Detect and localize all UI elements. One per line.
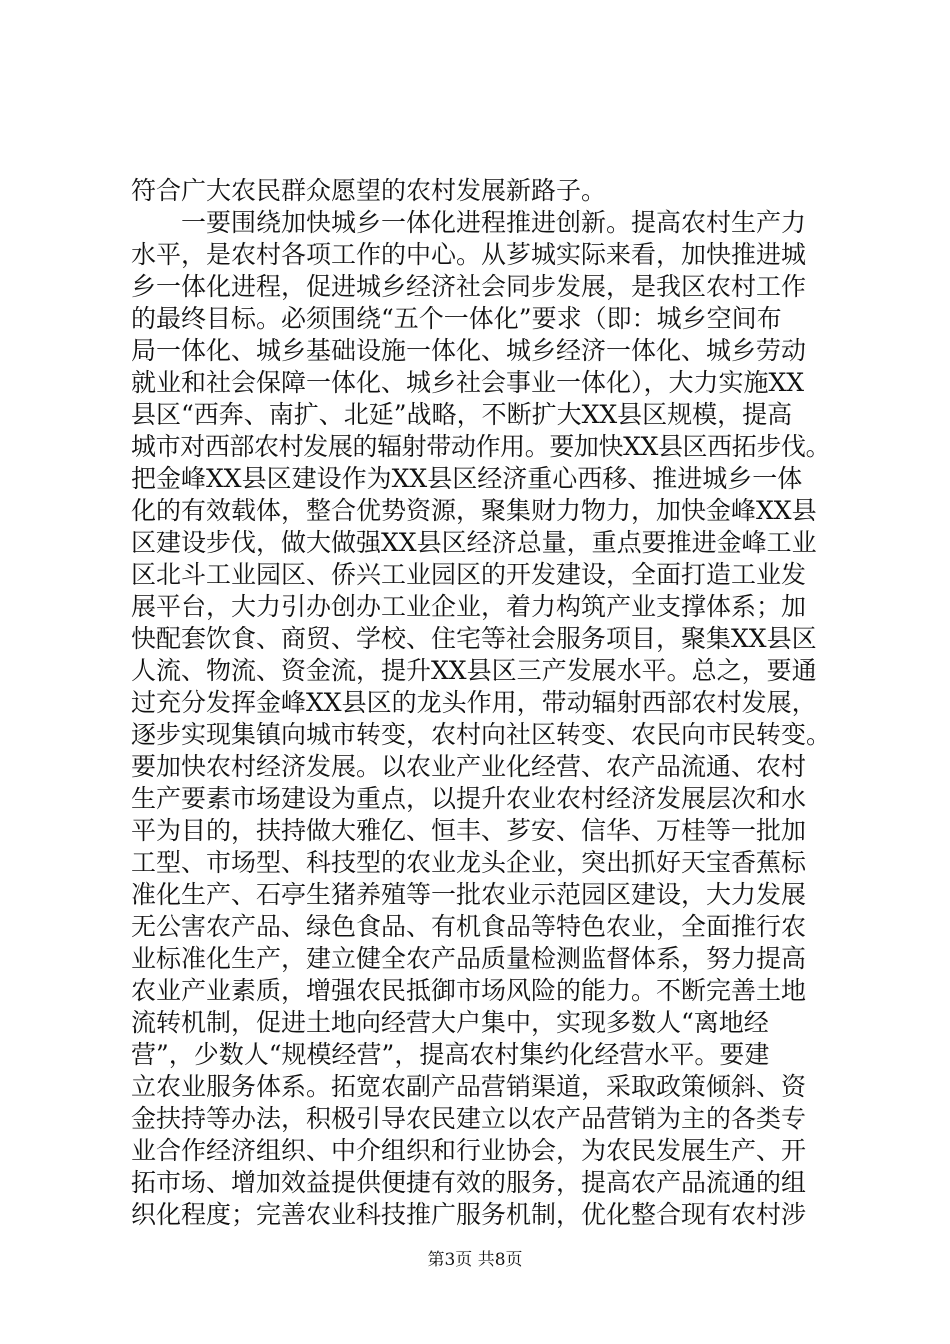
- text-line: 区建设步伐，做大做强XX县区经济总量，重点要推进金峰工业: [131, 528, 817, 557]
- page-footer: 第3页 共8页: [427, 1250, 523, 1270]
- text-line: 农业产业素质，增强农民抵御市场风险的能力。不断完善土地: [131, 976, 807, 1005]
- text-line: 织化程度；完善农业科技推广服务机制，优化整合现有农村涉: [131, 1200, 807, 1229]
- text-line: 城市对西部农村发展的辐射带动作用。要加快XX县区西拓步伐。: [131, 432, 831, 461]
- text-line: 流转机制，促进土地向经营大户集中，实现多数人“离地经: [131, 1008, 769, 1037]
- text-line: 人流、物流、资金流，提升XX县区三产发展水平。总之，要通: [131, 656, 817, 685]
- body-text: [131, 175, 831, 1231]
- text-line: 快配套饮食、商贸、学校、住宅等社会服务项目，聚集XX县区: [131, 624, 817, 653]
- text-line: 准化生产、石亭生猪养殖等一批农业示范园区建设，大力发展: [131, 880, 807, 909]
- text-line: 县区“西奔、南扩、北延”战略，不断扩大XX县区规模，提高: [131, 400, 793, 429]
- text-line: 就业和社会保障一体化、城乡社会事业一体化），大力实施XX: [131, 368, 805, 397]
- text-line: 局一体化、城乡基础设施一体化、城乡经济一体化、城乡劳动: [131, 336, 807, 365]
- text-line: 把金峰XX县区建设作为XX县区经济重心西移、推进城乡一体: [131, 464, 803, 493]
- text-line: 立农业服务体系。拓宽农副产品营销渠道，采取政策倾斜、资: [131, 1072, 807, 1101]
- text-line: 工型、市场型、科技型的农业龙头企业，突出抓好天宝香蕉标: [131, 848, 807, 877]
- text-line: 无公害农产品、绿色食品、有机食品等特色农业，全面推行农: [131, 912, 807, 941]
- text-line: 业合作经济组织、中介组织和行业协会，为农民发展生产、开: [131, 1136, 807, 1165]
- text-line: 金扶持等办法，积极引导农民建立以农产品营销为主的各类专: [131, 1104, 807, 1133]
- text-line: 化的有效载体，整合优势资源，聚集财力物力，加快金峰XX县: [131, 496, 817, 525]
- text-line: 过充分发挥金峰XX县区的龙头作用，带动辐射西部农村发展，: [131, 688, 817, 717]
- text-line: 区北斗工业园区、侨兴工业园区的开发建设，全面打造工业发: [131, 560, 807, 589]
- text-line: 生产要素市场建设为重点，以提升农业农村经济发展层次和水: [131, 784, 807, 813]
- text-line: 一要围绕加快城乡一体化进程推进创新。提高农村生产力: [131, 208, 807, 237]
- text-line: 符合广大农民群众愿望的农村发展新路子。: [131, 176, 607, 205]
- text-line: 的最终目标。必须围绕“五个一体化”要求（即：城乡空间布: [131, 304, 782, 333]
- text-line: 水平，是农村各项工作的中心。从芗城实际来看，加快推进城: [131, 240, 807, 269]
- text-line: 展平台，大力引办创办工业企业，着力构筑产业支撑体系；加: [131, 592, 807, 621]
- text-line: 拓市场、增加效益提供便捷有效的服务，提高农产品流通的组: [131, 1168, 807, 1197]
- text-line: 逐步实现集镇向城市转变，农村向社区转变、农民向市民转变。: [131, 720, 832, 749]
- text-line: 业标准化生产，建立健全农产品质量检测监督体系，努力提高: [131, 944, 807, 973]
- text-line: 营”，少数人“规模经营”，提高农村集约化经营水平。要建: [131, 1040, 770, 1069]
- text-line: 平为目的，扶持做大雅亿、恒丰、芗安、信华、万桂等一批加: [131, 816, 807, 845]
- text-line: 要加快农村经济发展。以农业产业化经营、农产品流通、农村: [131, 752, 807, 781]
- text-line: 乡一体化进程，促进城乡经济社会同步发展，是我区农村工作: [131, 272, 807, 301]
